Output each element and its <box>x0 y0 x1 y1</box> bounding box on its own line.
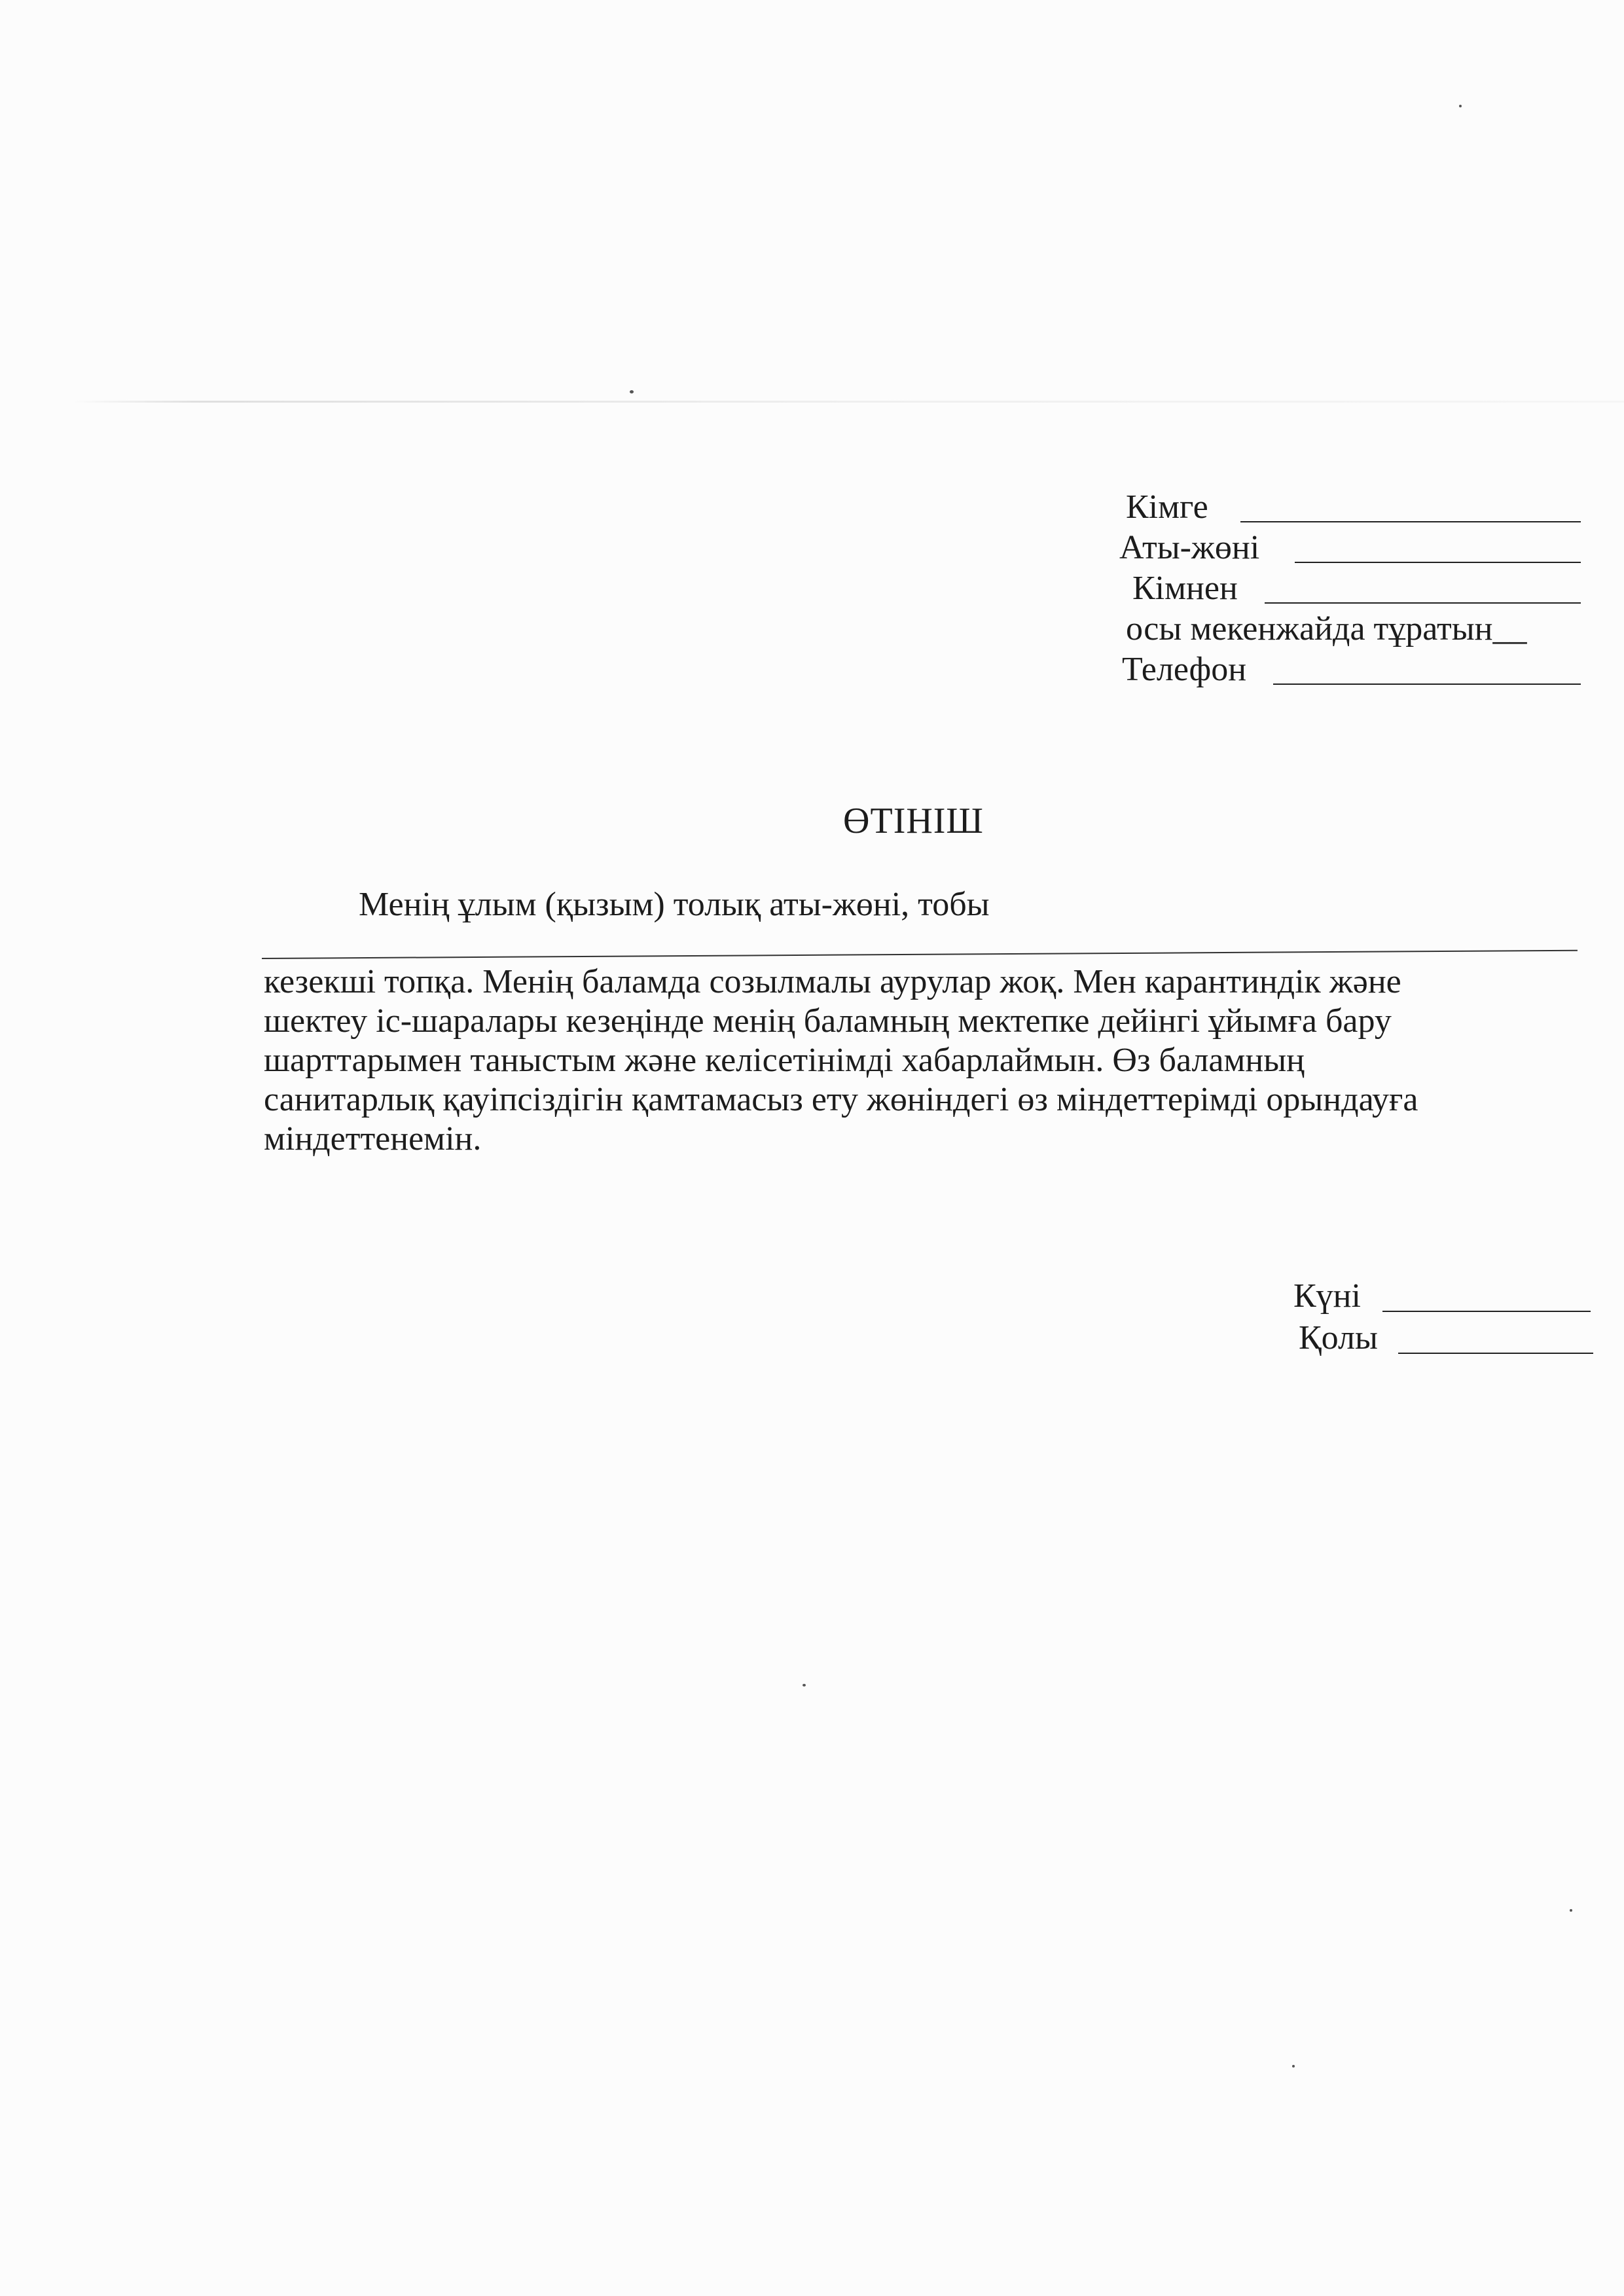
signature-row <box>1293 1317 1601 1359</box>
body-line: міндеттенемін. <box>264 1120 482 1157</box>
to-row <box>1113 487 1584 528</box>
body-line: шарттарымен таныстым және келісетінімді хабарлаймын. Өз баламның <box>264 1042 1305 1079</box>
document-title: ӨТІНІШ <box>843 801 984 841</box>
body-line: санитарлық қауіпсіздігін қамтамасыз ету жөніндегі өз міндеттерімді орындауға <box>264 1081 1418 1118</box>
address-label: осы мекенжайда тұратын__ <box>1126 610 1527 647</box>
scan-speck <box>1459 105 1462 107</box>
signature-label: Қолы <box>1299 1319 1378 1357</box>
scan-speck <box>1570 1909 1572 1912</box>
body-line: шектеу іс-шаралары кезеңінде менің баламның мектепке дейінгі ұйымға бару <box>264 1002 1392 1040</box>
name-label: Аты-жөні <box>1119 529 1260 566</box>
name-field-line <box>1295 562 1581 563</box>
to-field-line <box>1240 521 1581 522</box>
scan-speck <box>630 390 634 393</box>
from-field-line <box>1265 602 1581 604</box>
date-field-line <box>1382 1311 1591 1312</box>
phone-label: Телефон <box>1122 651 1247 688</box>
name-row <box>1113 528 1584 568</box>
signature-block <box>1293 1275 1601 1359</box>
scan-fold-edge <box>72 401 1624 403</box>
from-label: Кімнен <box>1132 570 1238 607</box>
phone-row <box>1113 649 1584 690</box>
date-label: Күні <box>1293 1277 1361 1315</box>
phone-field-line <box>1273 683 1581 685</box>
signature-field-line <box>1398 1353 1593 1354</box>
scan-speck <box>803 1684 806 1686</box>
intro-text: Менің ұлым (қызым) толық аты-жөні, тобы <box>359 886 990 923</box>
address-row <box>1113 609 1584 649</box>
date-row <box>1293 1275 1601 1317</box>
scan-speck <box>1292 2065 1295 2068</box>
addressee-block <box>1113 487 1584 690</box>
to-label: Кімге <box>1126 488 1208 526</box>
from-row <box>1113 568 1584 609</box>
body-paragraph <box>264 962 1599 1159</box>
body-line: кезекші топқа. Менің баламда созылмалы аурулар жоқ. Мен карантиндік және <box>264 963 1401 1000</box>
